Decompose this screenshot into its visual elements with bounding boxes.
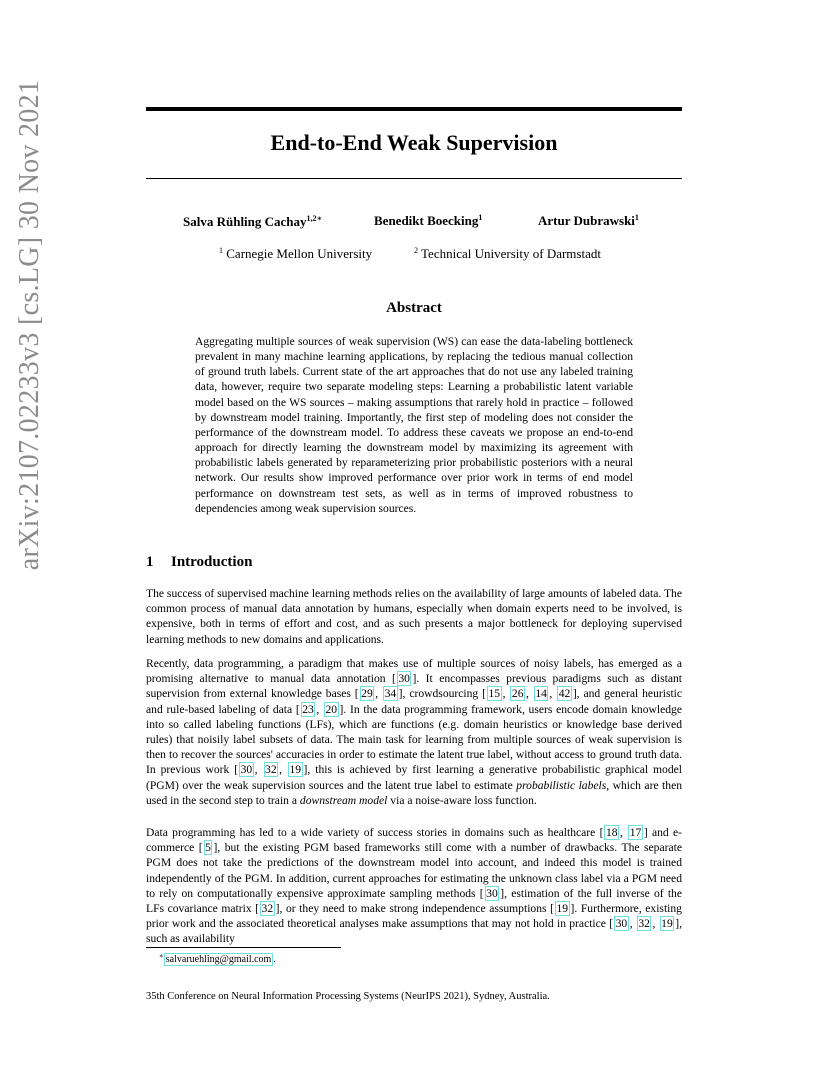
citation-link[interactable]: 14 <box>535 687 547 701</box>
author-list <box>0 213 828 233</box>
paragraph-text: ], crowdsourcing [ <box>398 687 486 701</box>
affiliation-list <box>0 246 828 264</box>
emphasis-text: downstream model <box>299 793 388 807</box>
affiliation-1 <box>219 246 372 262</box>
paragraph-text: Data programming has led to a wide variety of success stories in domains such as healthcare [ <box>146 826 604 839</box>
author-affiliation-mark: 1 <box>634 213 639 222</box>
paragraph-text: via a noise-aware loss function. <box>387 793 537 807</box>
footnote <box>159 952 276 965</box>
citation-link[interactable]: 42 <box>558 687 571 701</box>
paragraph-text: , <box>375 687 383 701</box>
paragraph-text: The success of supervised machine learning methods relies on the availability of large amounts of labeled data. The common process of manual data annotation by humans, especially when domain experts need to be involved, is expensive, both in terms of effort and cost, and as such presents a major bottleneck for deploying supervised learning methods to new domains and applications. <box>146 587 682 646</box>
author-email-link[interactable]: salvaruehling@gmail.com <box>165 954 272 965</box>
author-name: Artur Dubrawski <box>538 213 635 228</box>
body-paragraph-2 <box>146 656 682 808</box>
arxiv-stamp: arXiv:2107.02233v3 [cs.LG] 30 Nov 2021 <box>14 79 45 571</box>
paragraph-text: ], this is achieved by first learning a generative probabilistic graphical model (PGM) over the weak supervision sources and the latent true label to estimate <box>146 763 683 792</box>
paragraph-text: ], and general heuristic and rule-based labeling of data [ <box>146 687 683 716</box>
citation-link[interactable]: 23 <box>302 702 314 716</box>
paragraph-text: ], but the existing PGM based frameworks still come with a number of drawbacks. The separate PGM does not take the predictions of the downstream model into account, and indeed this model is trained independently of the PGM. In addition, current approaches for estimating the unknown class label via a PGM need to rely on computationally expensive approximate sampling methods [ <box>146 841 682 900</box>
body-paragraph-3 <box>146 825 682 947</box>
affiliation-mark: 1 <box>219 246 223 255</box>
citation-link[interactable]: 17 <box>629 826 642 839</box>
author-affiliation-mark: 1 <box>478 213 483 222</box>
paragraph-text: , <box>526 687 533 701</box>
section-number: 1 <box>146 554 154 570</box>
citation-link[interactable]: 5 <box>205 841 211 855</box>
citation-link[interactable]: 26 <box>511 687 524 701</box>
abstract-heading: Abstract <box>386 300 442 316</box>
affiliation-name: Carnegie Mellon University <box>226 246 373 261</box>
body-paragraph-1 <box>146 586 682 647</box>
citation-link[interactable]: 18 <box>605 826 618 839</box>
affiliation-name: Technical University of Darmstadt <box>421 246 601 261</box>
paragraph-text: , <box>620 826 628 839</box>
footnote-mark: ∗ <box>159 952 164 960</box>
citation-link[interactable]: 32 <box>638 917 650 931</box>
paragraph-text: , <box>254 763 263 777</box>
author-name: Benedikt Boecking <box>374 213 479 228</box>
citation-link[interactable]: 30 <box>615 917 628 931</box>
citation-link[interactable]: 30 <box>398 672 410 686</box>
footnote-rule <box>146 947 341 948</box>
paragraph-text: Recently, data programming, a paradigm that makes use of multiple sources of noisy labels, has emerged as a promising alternative to manual data annotation [ <box>146 657 682 686</box>
paragraph-text: , <box>629 917 636 931</box>
citation-link[interactable]: 34 <box>384 687 397 701</box>
abstract-body: Aggregating multiple sources of weak supervision (WS) can ease the data-labeling bottleneck prevalent in many machine learning applications, by replacing the tedious manual collection of ground truth labels. Current state of the art approaches that do not use any labeled training data, however, require two separate modeling steps: Learning a probabilistic latent variable model based on the WS sources – making assumptions that rarely hold in practice – followed by downstream model training. Importantly, the first step of modeling does not consider the performance of the downstream model. To address these caveats we propose an end-to-end approach for directly learning the downstream model by maximizing its agreement with probabilistic labels generated by reparameterizing prior probabilistic posteriors with a neural network. Our results show improved performance over prior work in terms of end model performance on downstream test sets, as well as in terms of improved robustness to dependencies among weak supervision sources. <box>195 335 633 515</box>
citation-link[interactable]: 32 <box>261 902 274 916</box>
paragraph-text: ], estimation of the full inverse of the LFs covariance matrix [ <box>146 886 682 916</box>
citation-link[interactable]: 29 <box>361 687 373 701</box>
citation-link[interactable]: 20 <box>325 702 338 716</box>
section-title: Introduction <box>171 554 253 570</box>
paragraph-text: ]. It encompasses previous paradigms such as distant supervision from external knowledge bases [ <box>146 672 682 701</box>
title-top-rule <box>146 107 682 111</box>
citation-link[interactable]: 19 <box>661 917 673 931</box>
author-affiliation-mark: 1,2∗ <box>306 214 323 223</box>
citation-link[interactable]: 19 <box>289 763 302 777</box>
author-3 <box>538 213 639 229</box>
citation-link[interactable]: 30 <box>486 886 498 900</box>
citation-link[interactable]: 30 <box>240 763 253 777</box>
emphasis-text: probabilistic labels <box>516 778 607 792</box>
paragraph-text: ] and e-commerce [ <box>146 826 683 855</box>
author-1 <box>183 213 322 230</box>
paragraph-text: ], such as availability <box>146 917 683 946</box>
affiliation-2 <box>414 246 601 262</box>
citation-link[interactable]: 19 <box>556 902 569 916</box>
paragraph-text: , <box>652 917 659 931</box>
paragraph-text: ]. Furthermore, existing prior work and the associated theoretical analyses make assumptions that may not hold in practice [ <box>146 902 682 931</box>
affiliation-mark: 2 <box>414 246 418 255</box>
citation-link[interactable]: 15 <box>488 687 501 701</box>
citation-link[interactable]: 32 <box>265 763 277 777</box>
paper-title: End-to-End Weak Supervision <box>270 130 558 155</box>
title-bottom-rule <box>146 178 682 179</box>
footnote-trail: . <box>273 954 276 965</box>
paragraph-text: , which are then used in the second step to train a <box>146 778 683 807</box>
paragraph-text: ]. In the data programming framework, users encode domain knowledge into so called labeling functions (LFs), which are functions (e.g. domain heuristics or knowledge base derived rules) that noisily label subsets of data. The main task for learning from multiple sources of weak supervision is then to recover the sources' accuracies in order to estimate the latent true label, without access to ground truth data. In previous work [ <box>146 702 682 777</box>
section-heading <box>146 554 252 571</box>
paragraph-text: , <box>279 763 287 777</box>
paragraph-text: ], or they need to make strong independence assumptions [ <box>275 902 554 916</box>
paragraph-text: , <box>316 702 323 716</box>
paragraph-text: , <box>502 687 510 701</box>
conference-note: 35th Conference on Neural Information Processing Systems (NeurIPS 2021), Sydney, Australia. <box>146 991 550 1002</box>
author-name: Salva Rühling Cachay <box>183 214 307 229</box>
author-2 <box>374 213 482 229</box>
paragraph-text: , <box>549 687 557 701</box>
